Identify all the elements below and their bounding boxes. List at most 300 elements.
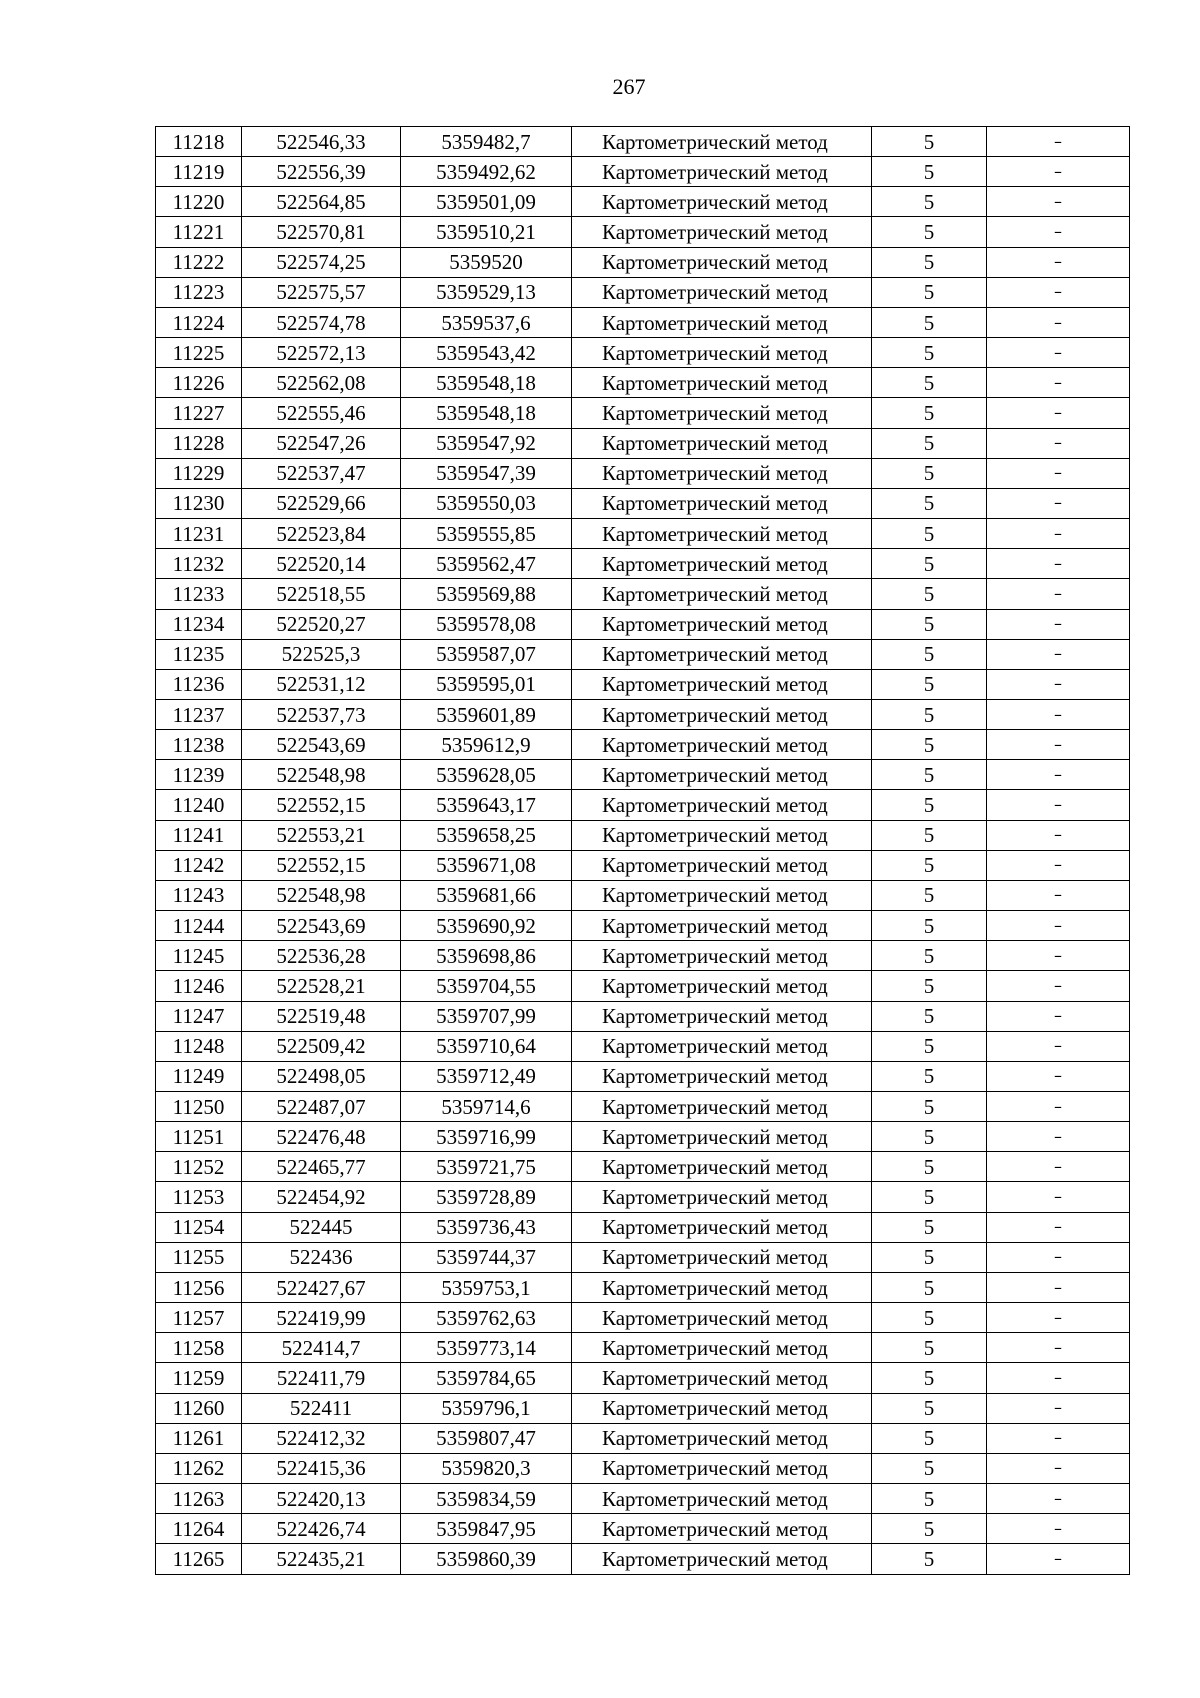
x-coordinate-cell: 522574,25 bbox=[242, 247, 401, 277]
accuracy-cell: 5 bbox=[872, 368, 987, 398]
accuracy-cell: 5 bbox=[872, 1514, 987, 1544]
point-number-cell: 11228 bbox=[156, 428, 242, 458]
accuracy-cell: 5 bbox=[872, 820, 987, 850]
y-coordinate-cell: 5359520 bbox=[401, 247, 572, 277]
method-cell: Картометрический метод bbox=[572, 338, 872, 368]
point-number-cell: 11255 bbox=[156, 1242, 242, 1272]
y-coordinate-cell: 5359753,1 bbox=[401, 1272, 572, 1302]
method-cell: Картометрический метод bbox=[572, 1303, 872, 1333]
point-number-cell: 11240 bbox=[156, 790, 242, 820]
accuracy-cell: 5 bbox=[872, 277, 987, 307]
description-cell: – bbox=[987, 1031, 1130, 1061]
point-number-cell: 11262 bbox=[156, 1453, 242, 1483]
y-coordinate-cell: 5359736,43 bbox=[401, 1212, 572, 1242]
accuracy-cell: 5 bbox=[872, 639, 987, 669]
table-row bbox=[156, 1272, 1130, 1302]
accuracy-cell: 5 bbox=[872, 458, 987, 488]
accuracy-cell: 5 bbox=[872, 971, 987, 1001]
table-row bbox=[156, 307, 1130, 337]
table-row bbox=[156, 368, 1130, 398]
x-coordinate-cell: 522435,21 bbox=[242, 1544, 401, 1574]
y-coordinate-cell: 5359628,05 bbox=[401, 760, 572, 790]
x-coordinate-cell: 522531,12 bbox=[242, 669, 401, 699]
y-coordinate-cell: 5359482,7 bbox=[401, 127, 572, 157]
y-coordinate-cell: 5359834,59 bbox=[401, 1484, 572, 1514]
point-number-cell: 11235 bbox=[156, 639, 242, 669]
description-cell: – bbox=[987, 1544, 1130, 1574]
y-coordinate-cell: 5359807,47 bbox=[401, 1423, 572, 1453]
accuracy-cell: 5 bbox=[872, 1122, 987, 1152]
x-coordinate-cell: 522564,85 bbox=[242, 187, 401, 217]
description-cell: – bbox=[987, 277, 1130, 307]
table-row bbox=[156, 639, 1130, 669]
x-coordinate-cell: 522537,73 bbox=[242, 699, 401, 729]
description-cell: – bbox=[987, 639, 1130, 669]
coordinates-table bbox=[155, 126, 1130, 1575]
method-cell: Картометрический метод bbox=[572, 850, 872, 880]
description-cell: – bbox=[987, 1453, 1130, 1483]
table-row bbox=[156, 1031, 1130, 1061]
x-coordinate-cell: 522487,07 bbox=[242, 1092, 401, 1122]
accuracy-cell: 5 bbox=[872, 398, 987, 428]
y-coordinate-cell: 5359860,39 bbox=[401, 1544, 572, 1574]
x-coordinate-cell: 522520,27 bbox=[242, 609, 401, 639]
description-cell: – bbox=[987, 217, 1130, 247]
method-cell: Картометрический метод bbox=[572, 519, 872, 549]
x-coordinate-cell: 522436 bbox=[242, 1242, 401, 1272]
accuracy-cell: 5 bbox=[872, 1212, 987, 1242]
method-cell: Картометрический метод bbox=[572, 1031, 872, 1061]
y-coordinate-cell: 5359555,85 bbox=[401, 519, 572, 549]
point-number-cell: 11252 bbox=[156, 1152, 242, 1182]
x-coordinate-cell: 522548,98 bbox=[242, 880, 401, 910]
description-cell: – bbox=[987, 1393, 1130, 1423]
method-cell: Картометрический метод bbox=[572, 1423, 872, 1453]
y-coordinate-cell: 5359728,89 bbox=[401, 1182, 572, 1212]
y-coordinate-cell: 5359643,17 bbox=[401, 790, 572, 820]
accuracy-cell: 5 bbox=[872, 1423, 987, 1453]
method-cell: Картометрический метод bbox=[572, 1484, 872, 1514]
point-number-cell: 11225 bbox=[156, 338, 242, 368]
y-coordinate-cell: 5359710,64 bbox=[401, 1031, 572, 1061]
point-number-cell: 11246 bbox=[156, 971, 242, 1001]
y-coordinate-cell: 5359569,88 bbox=[401, 579, 572, 609]
description-cell: – bbox=[987, 880, 1130, 910]
x-coordinate-cell: 522411,79 bbox=[242, 1363, 401, 1393]
description-cell: – bbox=[987, 157, 1130, 187]
accuracy-cell: 5 bbox=[872, 157, 987, 187]
point-number-cell: 11258 bbox=[156, 1333, 242, 1363]
y-coordinate-cell: 5359547,92 bbox=[401, 428, 572, 458]
point-number-cell: 11247 bbox=[156, 1001, 242, 1031]
table-row bbox=[156, 157, 1130, 187]
y-coordinate-cell: 5359612,9 bbox=[401, 730, 572, 760]
table-row bbox=[156, 760, 1130, 790]
point-number-cell: 11239 bbox=[156, 760, 242, 790]
accuracy-cell: 5 bbox=[872, 760, 987, 790]
point-number-cell: 11218 bbox=[156, 127, 242, 157]
method-cell: Картометрический метод bbox=[572, 1393, 872, 1423]
point-number-cell: 11245 bbox=[156, 941, 242, 971]
table-row bbox=[156, 1182, 1130, 1212]
table-row bbox=[156, 579, 1130, 609]
description-cell: – bbox=[987, 911, 1130, 941]
accuracy-cell: 5 bbox=[872, 428, 987, 458]
accuracy-cell: 5 bbox=[872, 669, 987, 699]
method-cell: Картометрический метод bbox=[572, 579, 872, 609]
y-coordinate-cell: 5359595,01 bbox=[401, 669, 572, 699]
accuracy-cell: 5 bbox=[872, 488, 987, 518]
y-coordinate-cell: 5359492,62 bbox=[401, 157, 572, 187]
y-coordinate-cell: 5359658,25 bbox=[401, 820, 572, 850]
y-coordinate-cell: 5359578,08 bbox=[401, 609, 572, 639]
table-row bbox=[156, 549, 1130, 579]
point-number-cell: 11219 bbox=[156, 157, 242, 187]
accuracy-cell: 5 bbox=[872, 1393, 987, 1423]
x-coordinate-cell: 522575,57 bbox=[242, 277, 401, 307]
method-cell: Картометрический метод bbox=[572, 1001, 872, 1031]
x-coordinate-cell: 522562,08 bbox=[242, 368, 401, 398]
description-cell: – bbox=[987, 1303, 1130, 1333]
method-cell: Картометрический метод bbox=[572, 1333, 872, 1363]
x-coordinate-cell: 522520,14 bbox=[242, 549, 401, 579]
y-coordinate-cell: 5359712,49 bbox=[401, 1061, 572, 1091]
method-cell: Картометрический метод bbox=[572, 1514, 872, 1544]
description-cell: – bbox=[987, 1242, 1130, 1272]
y-coordinate-cell: 5359714,6 bbox=[401, 1092, 572, 1122]
table-row bbox=[156, 911, 1130, 941]
description-cell: – bbox=[987, 971, 1130, 1001]
table-row bbox=[156, 428, 1130, 458]
accuracy-cell: 5 bbox=[872, 549, 987, 579]
description-cell: – bbox=[987, 398, 1130, 428]
method-cell: Картометрический метод bbox=[572, 1544, 872, 1574]
table-row bbox=[156, 458, 1130, 488]
point-number-cell: 11250 bbox=[156, 1092, 242, 1122]
method-cell: Картометрический метод bbox=[572, 699, 872, 729]
description-cell: – bbox=[987, 1061, 1130, 1091]
table-row bbox=[156, 247, 1130, 277]
y-coordinate-cell: 5359796,1 bbox=[401, 1393, 572, 1423]
point-number-cell: 11241 bbox=[156, 820, 242, 850]
table-row bbox=[156, 1393, 1130, 1423]
x-coordinate-cell: 522574,78 bbox=[242, 307, 401, 337]
description-cell: – bbox=[987, 368, 1130, 398]
y-coordinate-cell: 5359671,08 bbox=[401, 850, 572, 880]
x-coordinate-cell: 522552,15 bbox=[242, 790, 401, 820]
accuracy-cell: 5 bbox=[872, 1092, 987, 1122]
table-row bbox=[156, 609, 1130, 639]
accuracy-cell: 5 bbox=[872, 187, 987, 217]
point-number-cell: 11237 bbox=[156, 699, 242, 729]
accuracy-cell: 5 bbox=[872, 1272, 987, 1302]
accuracy-cell: 5 bbox=[872, 127, 987, 157]
table-row bbox=[156, 1061, 1130, 1091]
description-cell: – bbox=[987, 1092, 1130, 1122]
accuracy-cell: 5 bbox=[872, 850, 987, 880]
point-number-cell: 11234 bbox=[156, 609, 242, 639]
point-number-cell: 11253 bbox=[156, 1182, 242, 1212]
x-coordinate-cell: 522543,69 bbox=[242, 730, 401, 760]
description-cell: – bbox=[987, 549, 1130, 579]
accuracy-cell: 5 bbox=[872, 1544, 987, 1574]
description-cell: – bbox=[987, 669, 1130, 699]
accuracy-cell: 5 bbox=[872, 1061, 987, 1091]
table-row bbox=[156, 1242, 1130, 1272]
y-coordinate-cell: 5359847,95 bbox=[401, 1514, 572, 1544]
table-row bbox=[156, 1303, 1130, 1333]
description-cell: – bbox=[987, 1333, 1130, 1363]
point-number-cell: 11236 bbox=[156, 669, 242, 699]
x-coordinate-cell: 522445 bbox=[242, 1212, 401, 1242]
description-cell: – bbox=[987, 519, 1130, 549]
point-number-cell: 11256 bbox=[156, 1272, 242, 1302]
method-cell: Картометрический метод bbox=[572, 187, 872, 217]
description-cell: – bbox=[987, 458, 1130, 488]
y-coordinate-cell: 5359548,18 bbox=[401, 398, 572, 428]
x-coordinate-cell: 522414,7 bbox=[242, 1333, 401, 1363]
table-row bbox=[156, 488, 1130, 518]
point-number-cell: 11261 bbox=[156, 1423, 242, 1453]
method-cell: Картометрический метод bbox=[572, 880, 872, 910]
method-cell: Картометрический метод bbox=[572, 217, 872, 247]
y-coordinate-cell: 5359762,63 bbox=[401, 1303, 572, 1333]
method-cell: Картометрический метод bbox=[572, 398, 872, 428]
method-cell: Картометрический метод bbox=[572, 1363, 872, 1393]
description-cell: – bbox=[987, 1182, 1130, 1212]
accuracy-cell: 5 bbox=[872, 519, 987, 549]
method-cell: Картометрический метод bbox=[572, 277, 872, 307]
x-coordinate-cell: 522528,21 bbox=[242, 971, 401, 1001]
x-coordinate-cell: 522523,84 bbox=[242, 519, 401, 549]
accuracy-cell: 5 bbox=[872, 1484, 987, 1514]
point-number-cell: 11264 bbox=[156, 1514, 242, 1544]
description-cell: – bbox=[987, 699, 1130, 729]
y-coordinate-cell: 5359707,99 bbox=[401, 1001, 572, 1031]
y-coordinate-cell: 5359510,21 bbox=[401, 217, 572, 247]
x-coordinate-cell: 522415,36 bbox=[242, 1453, 401, 1483]
y-coordinate-cell: 5359690,92 bbox=[401, 911, 572, 941]
method-cell: Картометрический метод bbox=[572, 609, 872, 639]
description-cell: – bbox=[987, 247, 1130, 277]
table-row bbox=[156, 730, 1130, 760]
table-row bbox=[156, 850, 1130, 880]
accuracy-cell: 5 bbox=[872, 1001, 987, 1031]
y-coordinate-cell: 5359550,03 bbox=[401, 488, 572, 518]
point-number-cell: 11263 bbox=[156, 1484, 242, 1514]
table-row bbox=[156, 1363, 1130, 1393]
table-row bbox=[156, 1544, 1130, 1574]
accuracy-cell: 5 bbox=[872, 609, 987, 639]
table-row bbox=[156, 699, 1130, 729]
table-row bbox=[156, 127, 1130, 157]
accuracy-cell: 5 bbox=[872, 1242, 987, 1272]
accuracy-cell: 5 bbox=[872, 1303, 987, 1333]
description-cell: – bbox=[987, 941, 1130, 971]
description-cell: – bbox=[987, 1212, 1130, 1242]
description-cell: – bbox=[987, 579, 1130, 609]
description-cell: – bbox=[987, 1272, 1130, 1302]
description-cell: – bbox=[987, 1001, 1130, 1031]
point-number-cell: 11257 bbox=[156, 1303, 242, 1333]
point-number-cell: 11259 bbox=[156, 1363, 242, 1393]
table-row bbox=[156, 1152, 1130, 1182]
description-cell: – bbox=[987, 428, 1130, 458]
point-number-cell: 11242 bbox=[156, 850, 242, 880]
table-row bbox=[156, 277, 1130, 307]
method-cell: Картометрический метод bbox=[572, 428, 872, 458]
point-number-cell: 11243 bbox=[156, 880, 242, 910]
table-row bbox=[156, 1484, 1130, 1514]
y-coordinate-cell: 5359773,14 bbox=[401, 1333, 572, 1363]
point-number-cell: 11260 bbox=[156, 1393, 242, 1423]
y-coordinate-cell: 5359562,47 bbox=[401, 549, 572, 579]
point-number-cell: 11229 bbox=[156, 458, 242, 488]
description-cell: – bbox=[987, 307, 1130, 337]
description-cell: – bbox=[987, 488, 1130, 518]
accuracy-cell: 5 bbox=[872, 579, 987, 609]
accuracy-cell: 5 bbox=[872, 1152, 987, 1182]
table-row bbox=[156, 669, 1130, 699]
description-cell: – bbox=[987, 187, 1130, 217]
description-cell: – bbox=[987, 760, 1130, 790]
y-coordinate-cell: 5359704,55 bbox=[401, 971, 572, 1001]
accuracy-cell: 5 bbox=[872, 307, 987, 337]
y-coordinate-cell: 5359548,18 bbox=[401, 368, 572, 398]
table-row bbox=[156, 1122, 1130, 1152]
table-row bbox=[156, 1423, 1130, 1453]
table-row bbox=[156, 398, 1130, 428]
x-coordinate-cell: 522543,69 bbox=[242, 911, 401, 941]
method-cell: Картометрический метод bbox=[572, 1152, 872, 1182]
x-coordinate-cell: 522454,92 bbox=[242, 1182, 401, 1212]
point-number-cell: 11244 bbox=[156, 911, 242, 941]
table-row bbox=[156, 187, 1130, 217]
table-row bbox=[156, 519, 1130, 549]
table-row bbox=[156, 217, 1130, 247]
y-coordinate-cell: 5359587,07 bbox=[401, 639, 572, 669]
method-cell: Картометрический метод bbox=[572, 669, 872, 699]
point-number-cell: 11238 bbox=[156, 730, 242, 760]
point-number-cell: 11221 bbox=[156, 217, 242, 247]
point-number-cell: 11249 bbox=[156, 1061, 242, 1091]
table-row bbox=[156, 1001, 1130, 1031]
point-number-cell: 11231 bbox=[156, 519, 242, 549]
accuracy-cell: 5 bbox=[872, 1363, 987, 1393]
y-coordinate-cell: 5359543,42 bbox=[401, 338, 572, 368]
description-cell: – bbox=[987, 820, 1130, 850]
table-row bbox=[156, 1212, 1130, 1242]
method-cell: Картометрический метод bbox=[572, 1272, 872, 1302]
x-coordinate-cell: 522465,77 bbox=[242, 1152, 401, 1182]
description-cell: – bbox=[987, 850, 1130, 880]
accuracy-cell: 5 bbox=[872, 217, 987, 247]
point-number-cell: 11220 bbox=[156, 187, 242, 217]
accuracy-cell: 5 bbox=[872, 790, 987, 820]
table-row bbox=[156, 941, 1130, 971]
point-number-cell: 11230 bbox=[156, 488, 242, 518]
method-cell: Картометрический метод bbox=[572, 549, 872, 579]
point-number-cell: 11224 bbox=[156, 307, 242, 337]
method-cell: Картометрический метод bbox=[572, 911, 872, 941]
point-number-cell: 11223 bbox=[156, 277, 242, 307]
description-cell: – bbox=[987, 1514, 1130, 1544]
x-coordinate-cell: 522427,67 bbox=[242, 1272, 401, 1302]
table-row bbox=[156, 971, 1130, 1001]
x-coordinate-cell: 522536,28 bbox=[242, 941, 401, 971]
point-number-cell: 11232 bbox=[156, 549, 242, 579]
method-cell: Картометрический метод bbox=[572, 971, 872, 1001]
x-coordinate-cell: 522426,74 bbox=[242, 1514, 401, 1544]
accuracy-cell: 5 bbox=[872, 941, 987, 971]
x-coordinate-cell: 522529,66 bbox=[242, 488, 401, 518]
y-coordinate-cell: 5359721,75 bbox=[401, 1152, 572, 1182]
method-cell: Картометрический метод bbox=[572, 790, 872, 820]
point-number-cell: 11222 bbox=[156, 247, 242, 277]
x-coordinate-cell: 522556,39 bbox=[242, 157, 401, 187]
method-cell: Картометрический метод bbox=[572, 247, 872, 277]
method-cell: Картометрический метод bbox=[572, 941, 872, 971]
x-coordinate-cell: 522412,32 bbox=[242, 1423, 401, 1453]
method-cell: Картометрический метод bbox=[572, 1061, 872, 1091]
table-row bbox=[156, 1453, 1130, 1483]
point-number-cell: 11265 bbox=[156, 1544, 242, 1574]
accuracy-cell: 5 bbox=[872, 1031, 987, 1061]
description-cell: – bbox=[987, 1484, 1130, 1514]
x-coordinate-cell: 522548,98 bbox=[242, 760, 401, 790]
x-coordinate-cell: 522476,48 bbox=[242, 1122, 401, 1152]
description-cell: – bbox=[987, 1152, 1130, 1182]
x-coordinate-cell: 522537,47 bbox=[242, 458, 401, 488]
x-coordinate-cell: 522547,26 bbox=[242, 428, 401, 458]
method-cell: Картометрический метод bbox=[572, 1453, 872, 1483]
accuracy-cell: 5 bbox=[872, 730, 987, 760]
x-coordinate-cell: 522546,33 bbox=[242, 127, 401, 157]
table-row bbox=[156, 1092, 1130, 1122]
accuracy-cell: 5 bbox=[872, 1333, 987, 1363]
point-number-cell: 11227 bbox=[156, 398, 242, 428]
method-cell: Картометрический метод bbox=[572, 1242, 872, 1272]
accuracy-cell: 5 bbox=[872, 338, 987, 368]
y-coordinate-cell: 5359537,6 bbox=[401, 307, 572, 337]
x-coordinate-cell: 522572,13 bbox=[242, 338, 401, 368]
accuracy-cell: 5 bbox=[872, 1453, 987, 1483]
method-cell: Картометрический метод bbox=[572, 639, 872, 669]
method-cell: Картометрический метод bbox=[572, 820, 872, 850]
x-coordinate-cell: 522411 bbox=[242, 1393, 401, 1423]
method-cell: Картометрический метод bbox=[572, 127, 872, 157]
description-cell: – bbox=[987, 1423, 1130, 1453]
description-cell: – bbox=[987, 1363, 1130, 1393]
description-cell: – bbox=[987, 127, 1130, 157]
x-coordinate-cell: 522509,42 bbox=[242, 1031, 401, 1061]
x-coordinate-cell: 522552,15 bbox=[242, 850, 401, 880]
method-cell: Картометрический метод bbox=[572, 1092, 872, 1122]
table-row bbox=[156, 880, 1130, 910]
point-number-cell: 11251 bbox=[156, 1122, 242, 1152]
x-coordinate-cell: 522518,55 bbox=[242, 579, 401, 609]
x-coordinate-cell: 522419,99 bbox=[242, 1303, 401, 1333]
y-coordinate-cell: 5359820,3 bbox=[401, 1453, 572, 1483]
y-coordinate-cell: 5359681,66 bbox=[401, 880, 572, 910]
method-cell: Картометрический метод bbox=[572, 157, 872, 187]
description-cell: – bbox=[987, 338, 1130, 368]
point-number-cell: 11233 bbox=[156, 579, 242, 609]
x-coordinate-cell: 522498,05 bbox=[242, 1061, 401, 1091]
method-cell: Картометрический метод bbox=[572, 458, 872, 488]
point-number-cell: 11254 bbox=[156, 1212, 242, 1242]
method-cell: Картометрический метод bbox=[572, 760, 872, 790]
